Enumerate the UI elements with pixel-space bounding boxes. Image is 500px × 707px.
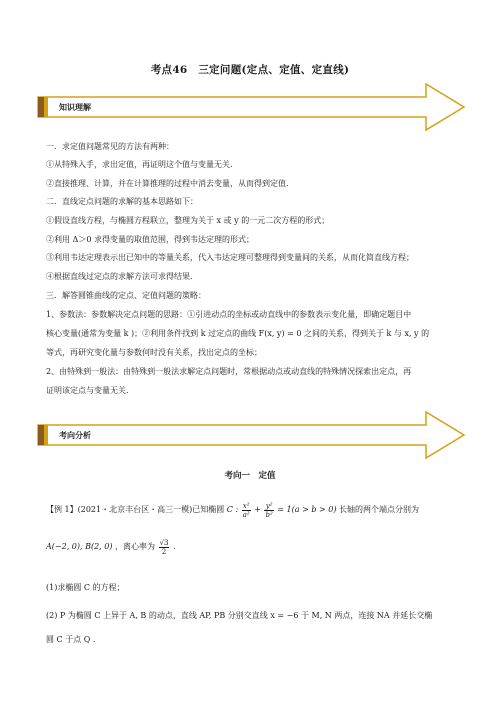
eccentricity-fraction (159, 539, 170, 556)
example-1-line-2 (46, 537, 466, 557)
ellipse-suffix: = 1(a > b > 0) (277, 505, 337, 514)
ellipse-y-fraction (264, 502, 273, 519)
knowledge-line-11a: 2、由特殊到一般法：由特殊到一般法求解定点问题时，常根据动点或动直线的特殊情况探索出定点，再 (46, 367, 412, 376)
question-1: (1)求椭圆 C 的方程； (46, 583, 125, 592)
knowledge-line-8: ④根据直线过定点的求解方法可求得结果. (46, 272, 193, 281)
example-tail: 长轴的两个端点分别为 (339, 505, 419, 514)
example-1-line-1 (46, 500, 466, 520)
knowledge-line-10c: 等式，再研究变化量与参数何时没有关系，找出定点的坐标； (46, 348, 262, 357)
knowledge-line-9: 三．解答圆锥曲线的定点、定值问题的策略： (46, 291, 206, 300)
knowledge-line-1: 一．求定值问题常见的方法有两种： (46, 142, 174, 151)
knowledge-line-6: ②利用 Δ＞0 求得变量的取值范围，得到韦达定理的形式； (46, 235, 254, 244)
section-label-analysis: 考向分析 (59, 431, 91, 440)
question-2-line-1: (2) P 为椭圆 C 上异于 A, B 的动点，直线 AP, PB 分别交直线 x = −6 于 M, N 两点，连接 NA 并延长交椭 (46, 611, 433, 620)
knowledge-line-11b: 证明该定点与变量无关. (46, 386, 129, 395)
knowledge-line-4: 二．直线定点问题的求解的基本思路如下： (46, 197, 198, 206)
subsection-title: 考向一 定值 (224, 471, 276, 481)
banner-arrow-shape (36, 80, 466, 134)
eccentricity-text: ，离心率为 (115, 542, 156, 551)
example-intro: 【例 1】(2021・北京丰台区・高三一模)已知椭圆 (46, 505, 225, 514)
ecc-den: 2 (161, 547, 167, 556)
section-banner-knowledge (36, 80, 466, 134)
knowledge-line-7: ③利用韦达定理表示出已知中的等量关系，代入韦达定理可整理得到变量间的关系，从而化简直线方程； (46, 253, 414, 262)
knowledge-line-10a: 1、参数法：参数解决定点问题的思路：①引进动点的坐标或动直线中的参数表示变化量，即确定题目中 (46, 310, 412, 319)
endpoints: A(−2, 0), B(2, 0) (46, 542, 113, 551)
ellipse-x-den: a² (242, 510, 250, 519)
page-title: 考点46 三定问题(定点、定值、定直线) (150, 64, 350, 76)
ellipse-y-num: y² (265, 501, 273, 510)
ellipse-y-den: b² (265, 510, 273, 519)
section-banner-analysis (36, 408, 466, 462)
ecc-num: √3 (159, 538, 169, 547)
ellipse-x-num: x² (242, 501, 250, 510)
eccentricity-end: . (173, 542, 176, 551)
knowledge-line-3: ②直接推理、计算，并在计算推理的过程中消去变量，从而得到定值. (46, 179, 289, 188)
knowledge-line-10b: 核心变量(通常为变量 k )；②利用条件找到 k 过定点的曲线 F(x, y) = 0 之间的关系，得到关于 k 与 x, y 的 (46, 329, 430, 338)
knowledge-line-2: ①从特殊入手，求出定值，再证明这个值与变量无关. (46, 160, 233, 169)
ellipse-x-fraction (242, 502, 251, 519)
section-label-knowledge: 知识理解 (59, 103, 91, 112)
ellipse-plus: + (254, 505, 261, 514)
knowledge-line-5: ①假设直线方程，与椭圆方程联立，整理为关于 x 或 y 的一元二次方程的形式； (46, 216, 330, 225)
banner-arrow-shape (36, 408, 466, 462)
question-2-line-2: 圆 C 于点 Q . (46, 635, 96, 644)
ellipse-prefix: C : (226, 505, 239, 514)
